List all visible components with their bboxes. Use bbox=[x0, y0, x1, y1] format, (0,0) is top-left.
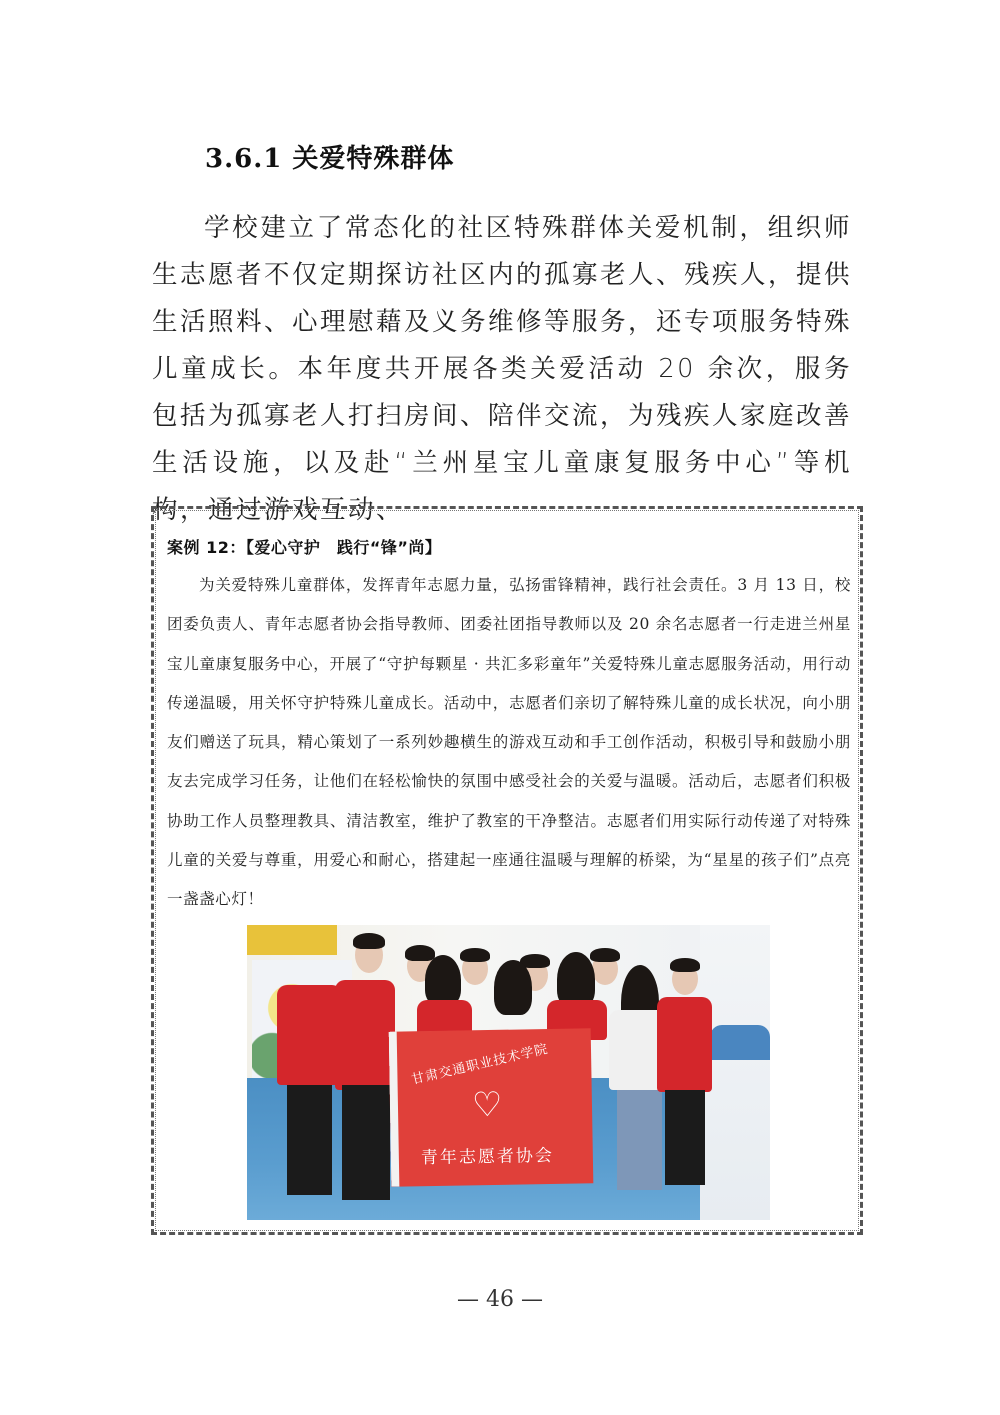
heart-hand-icon: ♡ bbox=[471, 1084, 503, 1126]
case-study-text: 为关爱特殊儿童群体，发挥青年志愿力量，弘扬雷锋精神，践行社会责任。3 月 13 日，校团委负责人、青年志愿者协会指导教师、团委社团指导教师以及 20 余名志愿者一行走进兰州星宝儿童康复服务中心，开展了“守护每颗星 · 共汇多彩童年”关爱特殊儿童志愿服务活动，用行动传递温暖，用关怀守护特殊儿童成长。活动中，志愿者们亲切了解特殊儿童的成长状况，向小朋友们赠送了玩具，精心策划了一系列妙趣横生的游戏互动和手工创作活动，积极引导和鼓励小朋友去完成学习任务，让他们在轻松愉快的氛围中感受社会的关爱与温暖。活动后，志愿者们积极协助工作人员整理教具、清洁教室，维护了教室的干净整洁。志愿者们用实际行动传递了对特殊儿童的关爱与尊重，用爱心和耐心，搭建起一座通往温暖与理解的桥梁，为“星星的孩子们”点亮一盏盏心灯！ bbox=[167, 576, 851, 909]
banner-association-name: 青年志愿者协会 bbox=[420, 1145, 555, 1169]
photo-yellow-wall bbox=[247, 925, 337, 955]
person-legs bbox=[287, 1085, 332, 1195]
banner-school-name: 甘肃交通职业技术学院 bbox=[410, 1041, 550, 1088]
person-hair bbox=[425, 955, 461, 1005]
page-number: — 46 — bbox=[457, 1287, 543, 1312]
body-paragraph: 学校建立了常态化的社区特殊群体关爱机制，组织师生志愿者不仅定期探访社区内的孤寡老人、残疾人，提供生活照料、心理慰藉及义务维修等服务，还专项服务特殊儿童成长。本年度共开展各类关爱活动 20 余次，服务包括为孤寡老人打扫房间、陪伴交流，为残疾人家庭改善生活设施，以及赴“兰州星宝儿童康复服务中心”等机构，通过游戏互动、 bbox=[152, 213, 853, 525]
section-heading: 3.6.1 关爱特殊群体 bbox=[205, 144, 455, 174]
person-hair bbox=[590, 948, 620, 962]
person-vest bbox=[657, 997, 712, 1092]
person-hair bbox=[460, 948, 490, 962]
person-hair bbox=[353, 933, 385, 949]
person-vest bbox=[335, 980, 395, 1090]
person-hair bbox=[557, 952, 595, 1007]
person-legs bbox=[665, 1090, 705, 1185]
volunteer-group-photo bbox=[247, 925, 770, 1220]
person-jeans bbox=[617, 1090, 662, 1190]
photo-blue-cloud bbox=[710, 1025, 770, 1060]
person-vest bbox=[277, 985, 342, 1085]
person-hair bbox=[405, 945, 435, 961]
person-legs bbox=[342, 1085, 390, 1200]
case-study-title: 案例 12：【爱心守护 践行“锋”尚】 bbox=[167, 538, 442, 557]
volunteer-banner bbox=[389, 1028, 594, 1187]
person-hair bbox=[670, 958, 700, 972]
person-hair bbox=[494, 960, 532, 1015]
